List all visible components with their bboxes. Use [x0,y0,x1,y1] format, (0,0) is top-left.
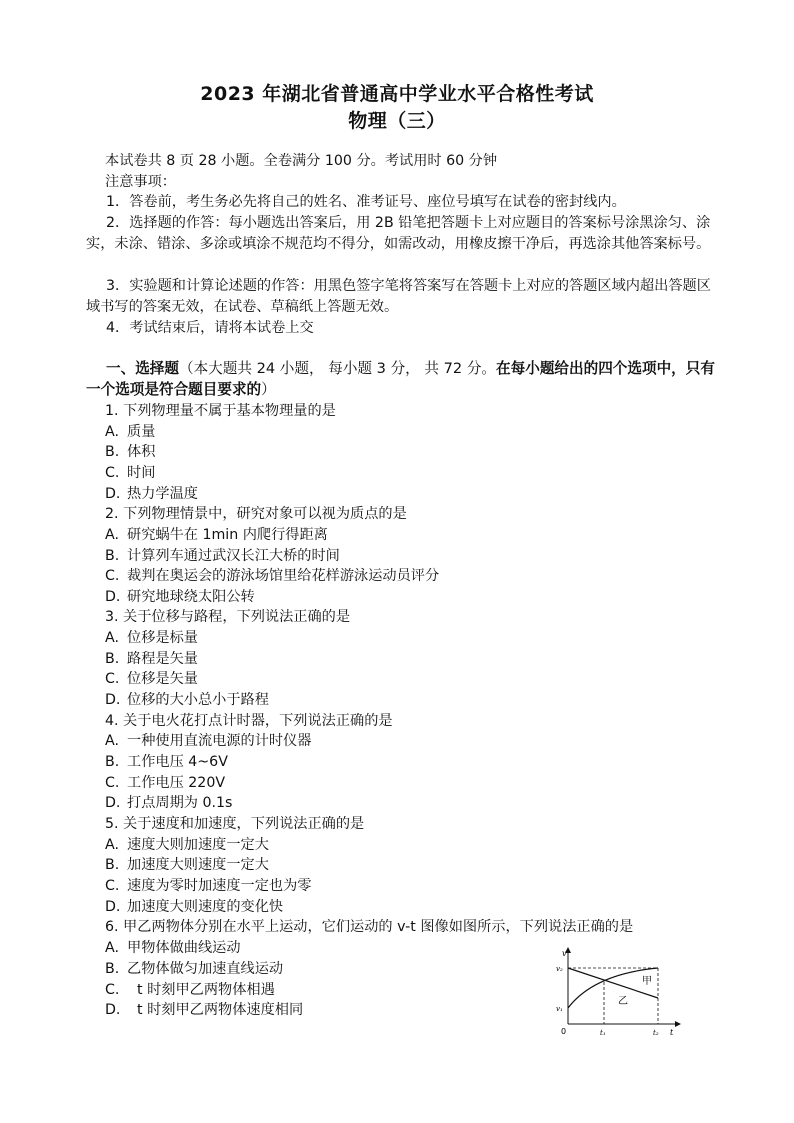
origin-label: 0 [561,1027,567,1036]
option-label: C. [105,568,120,584]
option-text: t 时刻甲乙两物体速度相同 [137,1002,304,1018]
option-text: 甲物体做曲线运动 [127,940,241,956]
option-d [105,587,255,607]
notice-item: 1．答卷前，考生务必先将自己的姓名、准考证号、座位号填写在试卷的密封线内。 [106,194,626,210]
option-label: B. [105,754,120,770]
section-close: ） [261,381,276,398]
option-b [105,649,198,669]
option-c [105,980,275,1000]
question-stem: 6. 甲乙两物体分别在水平上运动，它们运动的 v-t 图像如图所示，下列说法正确的是 [105,919,634,935]
option-label: B. [105,961,120,977]
option-text: 质量 [127,424,156,440]
option-a [105,835,269,855]
option-c [105,876,311,896]
option-a [105,422,155,442]
option-text: 体积 [127,444,156,460]
intro-text: 本试卷共 8 页 28 小题。全卷满分 100 分。考试用时 60 分钟 [105,153,498,169]
option-text: 乙物体做匀加速直线运动 [127,961,284,977]
option-text: 位移是矢量 [127,671,198,687]
option-a [105,525,328,545]
option-b [105,546,340,566]
exam-title: 2023 年湖北省普通高中学业水平合格性考试 [200,83,594,105]
option-label: C. [105,775,120,791]
curve-jia [568,968,658,1008]
x-axis-label: t [670,1028,674,1037]
option-label: A. [105,424,119,440]
option-label: A. [105,940,119,956]
section-heading [86,358,720,400]
option-text: 热力学温度 [127,486,198,502]
question-stem: 2. 下列物理情景中，研究对象可以视为质点的是 [105,506,407,522]
notice-item: 3．实验题和计算论述题的作答：用黑色签字笔将答案写在答题卡上对应的答题区域内超出答题区域书写的答案无效，在试卷、草稿纸上答题无效。 [86,278,711,315]
option-d [105,1000,303,1020]
y-axis-label: v [562,949,567,958]
option-b [105,752,228,772]
option-text: 打点周期为 0.1s [127,795,233,811]
option-c [105,669,198,689]
option-text: 速度为零时加速度一定也为零 [127,878,312,894]
option-label: D. [105,486,121,502]
option-label: D. [105,899,121,915]
question-stem: 5. 关于速度和加速度，下列说法正确的是 [105,816,365,832]
option-d [105,897,283,917]
option-text: 研究蜗牛在 1min 内爬行得距离 [127,527,328,543]
option-text: 速度大则加速度一定大 [127,837,269,853]
option-text: 工作电压 4~6V [127,754,228,770]
v1-label: v₁ [556,1005,563,1013]
option-label: B. [105,651,120,667]
option-label: A. [105,733,119,749]
option-b [105,442,155,462]
option-label: A. [105,837,119,853]
option-text: 位移是标量 [127,630,198,646]
option-text: 一种使用直流电源的计时仪器 [127,733,312,749]
option-c [105,566,439,586]
option-label: C. [105,465,120,481]
option-b [105,855,269,875]
option-label: C. [105,982,120,998]
option-c [105,463,155,483]
option-label: D. [105,1002,121,1018]
vt-graph [554,946,684,1038]
option-text: 计算列车通过武汉长江大桥的时间 [127,548,340,564]
option-d [105,690,269,710]
option-label: A. [105,527,119,543]
option-text: 加速度大则速度的变化快 [127,899,284,915]
option-label: B. [105,444,120,460]
option-text: 裁判在奥运会的游泳场馆里给花样游泳运动员评分 [127,568,440,584]
option-a [105,731,311,751]
option-a [105,628,198,648]
section-bold: 在每小题给出的四个选项中，只有一个选项是符合题目要求的 [86,360,715,398]
option-label: D. [105,795,121,811]
section-desc: （本大题共 24 小题， 每小题 3 分， 共 72 分。 [178,360,497,377]
option-d [105,484,198,504]
notice-item: 2．选择题的作答：每小题选出答案后，用 2B 铅笔把答题卡上对应题目的答案标号涂黑涂匀、涂实，未涂、错涂、多涂或填涂不规范均不得分，如需改动，用橡皮擦干净后，再选涂其他答案标号。 [86,215,711,252]
option-label: D. [105,692,121,708]
option-label: B. [105,857,120,873]
question-stem: 4. 关于电火花打点计时器，下列说法正确的是 [105,713,393,729]
option-label: D. [105,589,121,605]
option-text: 研究地球绕太阳公转 [127,589,255,605]
option-a [105,938,241,958]
option-c [105,773,225,793]
v2-label: v₂ [556,965,563,973]
section-lead: 一、选择题 [106,360,179,377]
question-stem: 3. 关于位移与路程，下列说法正确的是 [105,609,351,625]
option-text: 位移的大小总小于路程 [127,692,269,708]
t2-label: t₂ [653,1029,659,1037]
label-yi: 乙 [618,996,628,1007]
notice-item: 4．考试结束后，请将本试卷上交 [106,320,314,336]
option-label: C. [105,671,120,687]
option-label: C. [105,878,120,894]
option-label: B. [105,548,120,564]
option-label: A. [105,630,119,646]
option-text: 加速度大则速度一定大 [127,857,269,873]
question-stem: 1. 下列物理量不属于基本物理量的是 [105,403,336,419]
option-b [105,959,283,979]
option-text: 时间 [127,465,156,481]
exam-subtitle: 物理（三） [348,110,446,132]
notice-heading: 注意事项： [105,174,176,190]
t1-label: t₁ [600,1029,606,1037]
option-text: t 时刻甲乙两物体相遇 [137,982,275,998]
option-text: 路程是矢量 [127,651,198,667]
option-text: 工作电压 220V [127,775,226,791]
label-jia: 甲 [642,976,652,987]
option-d [105,793,232,813]
